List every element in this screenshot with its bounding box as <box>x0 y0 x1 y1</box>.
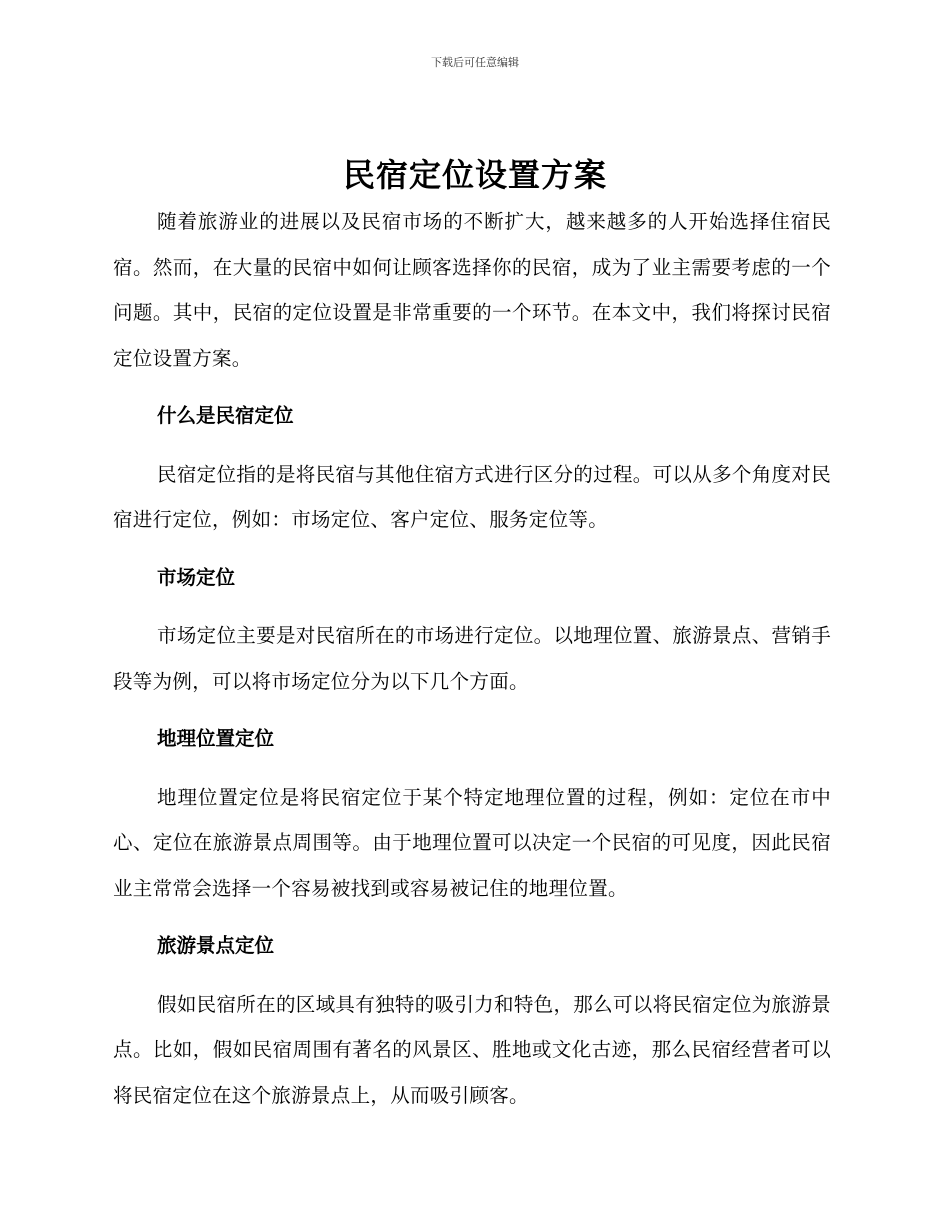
section-heading: 什么是民宿定位 <box>157 404 294 427</box>
document-title: 民宿定位设置方案 <box>342 156 607 194</box>
header-note: 下载后可任意编辑 <box>431 56 519 69</box>
section-heading: 旅游景点定位 <box>157 934 275 957</box>
section-heading: 地理位置定位 <box>157 727 275 750</box>
section-paragraph: 市场定位主要是对民宿所在的市场进行定位。以地理位置、旅游景点、营销手段等为例，可以将市场定位分为以下几个方面。 <box>113 624 831 693</box>
section-paragraph: 民宿定位指的是将民宿与其他住宿方式进行区分的过程。可以从多个角度对民宿进行定位，例如：市场定位、客户定位、服务定位等。 <box>113 462 831 531</box>
intro-paragraph: 随着旅游业的进展以及民宿市场的不断扩大，越来越多的人开始选择住宿民宿。然而，在大量的民宿中如何让顾客选择你的民宿，成为了业主需要考虑的一个问题。其中，民宿的定位设置是非常重要的一个环节。在本文中，我们将探讨民宿定位设置方案。 <box>113 210 831 370</box>
document-body <box>113 199 831 1118</box>
section-heading: 市场定位 <box>157 565 236 589</box>
section-paragraph: 假如民宿所在的区域具有独特的吸引力和特色，那么可以将民宿定位为旅游景点。比如，假如民宿周围有著名的风景区、胜地或文化古迹，那么民宿经营者可以将民宿定位在这个旅游景点上，从而吸引顾客。 <box>113 992 831 1107</box>
section-paragraph: 地理位置定位是将民宿定位于某个特定地理位置的过程，例如：定位在市中心、定位在旅游景点周围等。由于地理位置可以决定一个民宿的可见度，因此民宿业主常常会选择一个容易被找到或容易被记住的地理位置。 <box>113 785 831 900</box>
